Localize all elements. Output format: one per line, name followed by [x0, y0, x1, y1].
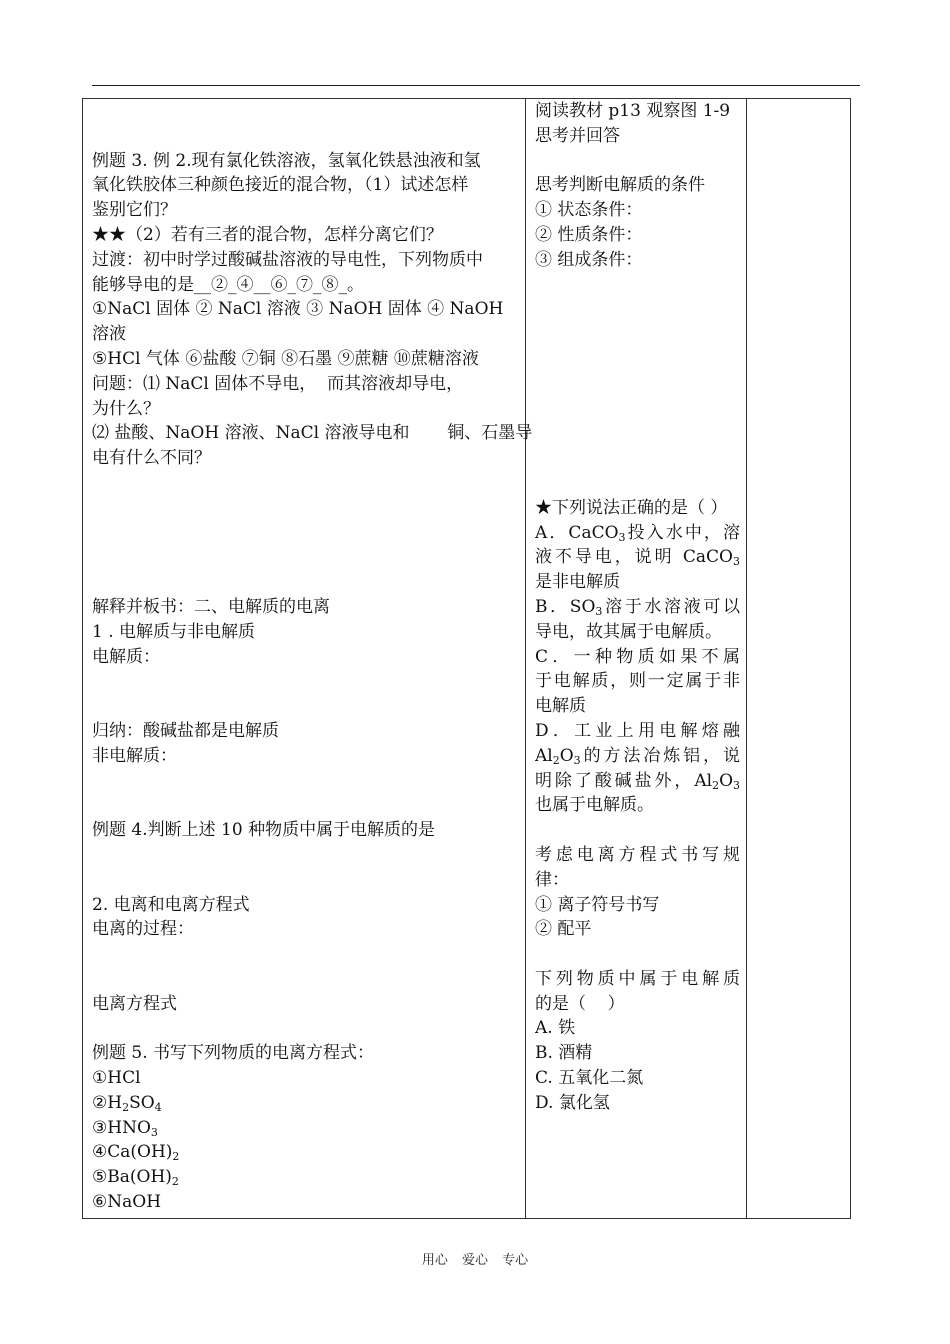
formula-item — [92, 1116, 520, 1141]
text-line: 为什么？ — [92, 398, 160, 419]
text-line — [92, 868, 520, 893]
blank-line — [535, 347, 740, 372]
text-line — [92, 942, 520, 967]
text-part: 投入水中，溶 — [625, 522, 740, 543]
text-line: 溶液 — [92, 324, 126, 345]
question-title: 下列物质中属于电解质 — [535, 968, 740, 989]
question-title: ★下列说法正确的是（ ） — [535, 497, 728, 518]
formula-part: ④Ca(OH) — [92, 1142, 173, 1163]
lesson-table — [82, 98, 851, 1219]
subscript: 4 — [154, 1100, 162, 1114]
text-line — [535, 818, 740, 843]
blank-line — [535, 297, 740, 322]
blank-line — [535, 273, 740, 298]
formula-item — [92, 1165, 520, 1190]
text-line: 也属于电解质。 — [535, 795, 654, 816]
text-line — [92, 669, 520, 694]
text-line: 电有什么不同？ — [92, 448, 211, 469]
text-line: 电解质： — [92, 646, 160, 667]
subscript: 3 — [595, 604, 603, 618]
text-line: 考虑电离方程式书写规 — [535, 844, 740, 865]
text-line: 思考并回答 — [535, 125, 620, 146]
text-line — [92, 769, 520, 794]
text-line — [92, 496, 520, 521]
text-line: 的是（ ） — [535, 993, 625, 1014]
text-line: 能够导电的是__②_④__⑥_⑦_⑧_。 — [92, 274, 364, 295]
text-line: ⑤HCl 气体 ⑥盐酸 ⑦铜 ⑧石墨 ⑨蔗糖 ⑩蔗糖溶液 — [92, 348, 479, 369]
subscript: 3 — [150, 1125, 158, 1139]
option-b — [535, 595, 740, 620]
blank-line — [535, 446, 740, 471]
blank-line — [535, 372, 740, 397]
text-line: ①NaCl 固体 ② NaCl 溶液 ③ NaOH 固体 ④ NaOH — [92, 299, 504, 320]
subscript: 3 — [733, 555, 740, 569]
text-line: 氧化铁胶体三种颜色接近的混合物，（1）试述怎样 — [92, 175, 469, 196]
blank-line — [535, 397, 740, 422]
subscript: 2 — [122, 1100, 130, 1114]
text-line — [92, 521, 520, 546]
example-5-title: 例题 5. 书写下列物质的电离方程式： — [92, 1043, 375, 1064]
blank-line — [535, 322, 740, 347]
text-line — [92, 99, 520, 124]
subsection-heading: 1 . 电解质与非电解质 — [92, 621, 256, 642]
text-line: 鉴别它们？ — [92, 200, 177, 221]
subscript: 2 — [712, 778, 720, 792]
option-b: B. 酒精 — [535, 1043, 593, 1064]
formula-part: SO — [129, 1092, 155, 1113]
formula-item: ⑥NaOH — [92, 1192, 162, 1213]
text-line — [535, 744, 740, 769]
text-line — [92, 570, 520, 595]
section-heading: 解释并板书：二、电解质的电离 — [92, 596, 330, 617]
student-activity-column — [535, 99, 740, 1116]
text-line: ② 配平 — [535, 919, 592, 940]
text-line: 归纳：酸碱盐都是电解质 — [92, 720, 279, 741]
option-c: C．一种物质如果不属 — [535, 646, 740, 667]
text-part: 明除了酸碱盐外，Al — [535, 770, 713, 791]
text-line — [92, 545, 520, 570]
text-line — [92, 843, 520, 868]
formula-item — [92, 1091, 520, 1116]
column-divider-2 — [746, 99, 747, 1218]
option-a: A. 铁 — [535, 1018, 576, 1039]
text-line — [92, 694, 520, 719]
text-part: O — [719, 770, 733, 791]
formula-item — [92, 1140, 520, 1165]
subscript: 3 — [618, 530, 626, 544]
header-rule — [92, 85, 860, 86]
text-line: ① 离子符号书写 — [535, 894, 660, 915]
text-line — [92, 124, 520, 149]
blank-line — [535, 471, 740, 496]
option-c: C. 五氧化二氮 — [535, 1068, 644, 1089]
text-line: 非电解质： — [92, 745, 177, 766]
column-divider-1 — [525, 99, 526, 1218]
subsection-heading: 2. 电离和电离方程式 — [92, 894, 250, 915]
text-line — [535, 545, 740, 570]
text-line — [535, 769, 740, 794]
text-line: 过渡：初中时学过酸碱盐溶液的导电性，下列物质中 — [92, 249, 483, 270]
text-line: 导电，故其属于电解质。 — [535, 621, 722, 642]
text-part: O — [559, 745, 574, 766]
subscript: 3 — [573, 753, 581, 767]
option-d: D. 氯化氢 — [535, 1092, 610, 1113]
subscript: 2 — [552, 753, 560, 767]
text-line: ★★（2）若有三者的混合物，怎样分离它们？ — [92, 224, 443, 245]
subscript: 2 — [171, 1175, 179, 1189]
text-line: ⑵ 盐酸、NaOH 溶液、NaCl 溶液导电和 铜、石墨导 — [92, 423, 533, 444]
text-line: ① 状态条件： — [535, 200, 643, 221]
option-a — [535, 521, 740, 546]
example-3-title: 例题 3. 例 2.现有氯化铁溶液，氢氧化铁悬浊液和氢 — [92, 150, 481, 171]
text-line — [92, 1016, 520, 1041]
page-footer: 用心 爱心 专心 — [421, 1253, 529, 1268]
text-line: 是非电解质 — [535, 572, 620, 593]
text-part: 溶于水溶液可以 — [602, 596, 741, 617]
text-line: 电离的过程： — [92, 919, 194, 940]
subscript: 2 — [172, 1150, 180, 1164]
formula-item: ①HCl — [92, 1068, 141, 1089]
text-line — [535, 942, 740, 967]
option-d: D．工业上用电解熔融 — [535, 720, 740, 741]
text-line: 问题：⑴ NaCl 固体不导电， 而其溶液却导电， — [92, 373, 464, 394]
text-line: 电解质 — [535, 696, 586, 717]
formula-part: ③HNO — [92, 1117, 151, 1138]
subscript: 3 — [733, 778, 740, 792]
text-line: 阅读教材 p13 观察图 1-9 — [535, 101, 731, 121]
teaching-process-column — [92, 99, 533, 1215]
text-line: 电离方程式 — [92, 993, 177, 1014]
text-line — [92, 471, 520, 496]
formula-part: ②H — [92, 1092, 123, 1113]
text-part: 的方法冶炼铝，说 — [580, 745, 740, 766]
text-line: ② 性质条件： — [535, 224, 643, 245]
text-line: 律： — [535, 869, 569, 890]
text-part: 液不导电，说明 CaCO — [535, 547, 733, 568]
text-line — [92, 793, 520, 818]
formula-part: ⑤Ba(OH) — [92, 1167, 172, 1188]
text-line: 于电解质，则一定属于非 — [535, 671, 740, 692]
text-part: Al — [535, 745, 553, 766]
text-line — [535, 149, 740, 174]
example-4-title: 例题 4.判断上述 10 种物质中属于电解质的是 — [92, 820, 436, 841]
blank-line — [535, 421, 740, 446]
text-line — [92, 967, 520, 992]
text-part: A．CaCO — [535, 522, 619, 543]
text-line: 思考判断电解质的条件 — [535, 175, 705, 196]
text-line: ③ 组成条件： — [535, 249, 643, 270]
text-part: B．SO — [535, 596, 596, 617]
